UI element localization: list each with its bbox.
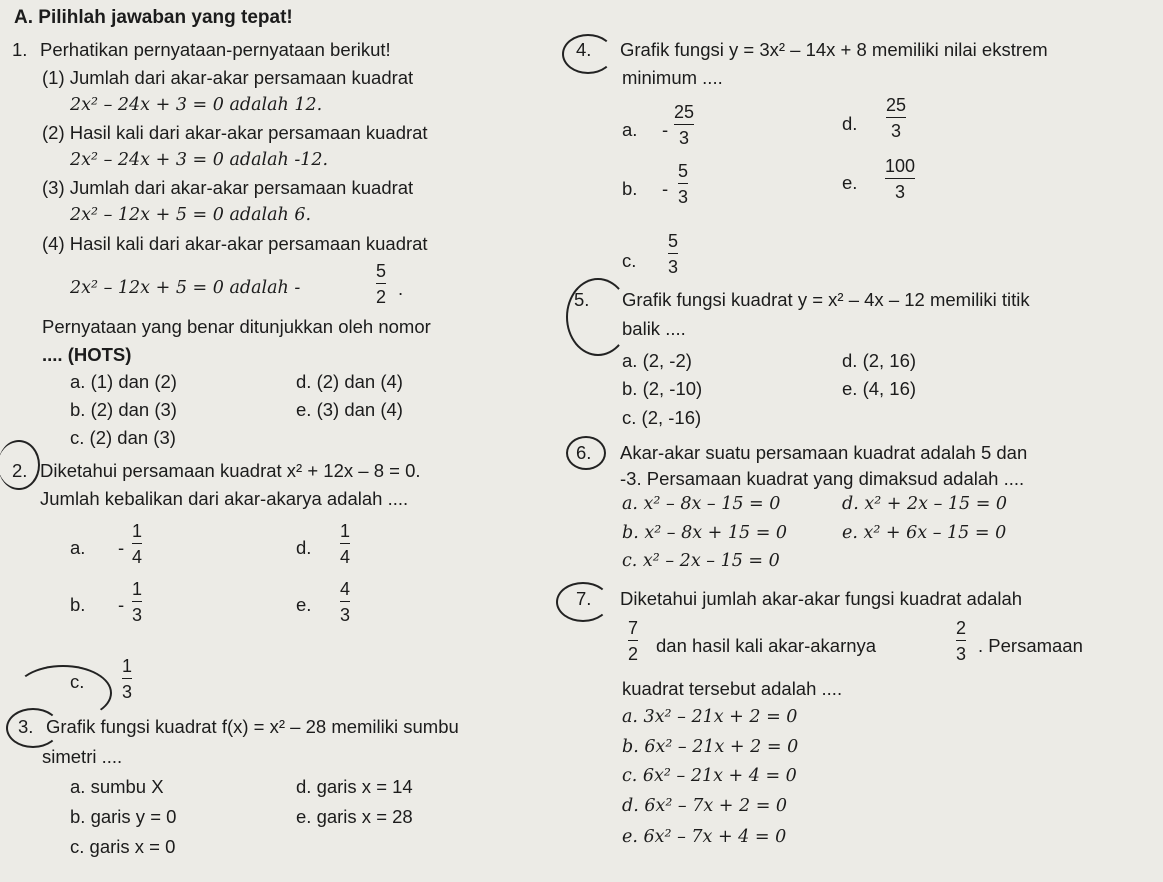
q1-option-b[interactable]: b. (2) dan (3) [70, 399, 177, 420]
q2-option-a-fraction: 1 4 [132, 521, 143, 567]
q5-stem-2: balik .... [622, 318, 686, 339]
q1-intro: Perhatikan pernyataan-pernyataan berikut! [40, 39, 391, 60]
q3-option-a[interactable]: a. sumbu X [70, 776, 164, 797]
q4-option-b-sign: - [662, 178, 669, 199]
q1-statement-3: (3) Jumlah dari akar-akar persamaan kuadrat [42, 177, 414, 198]
q1-statement-4-eq: 2x² – 12x + 5 = 0 adalah - [70, 278, 301, 298]
q3-option-d[interactable]: d. garis x = 14 [296, 776, 413, 797]
q1-option-d[interactable]: d. (2) dan (4) [296, 371, 403, 392]
q4-option-b-fraction: 5 3 [678, 161, 689, 207]
q6-option-a[interactable]: a. x² – 8x – 15 = 0 [622, 494, 781, 514]
q5-stem-1: Grafik fungsi kuadrat y = x² – 4x – 12 memiliki titik [622, 289, 1030, 310]
q4-option-b-label[interactable]: b. [622, 178, 638, 199]
q2-option-c-label[interactable]: c. [70, 671, 85, 692]
q3-stem-2: simetri .... [42, 746, 123, 767]
q4-option-c-fraction: 5 3 [668, 231, 679, 277]
q6-stem-1: Akar-akar suatu persamaan kuadrat adalah 5 dan [620, 442, 1028, 463]
q1-statement-4-dot: . [398, 278, 404, 299]
q2-option-b-sign: - [118, 594, 125, 615]
q6-option-b[interactable]: b. x² – 8x + 15 = 0 [622, 523, 788, 543]
q4-option-e-fraction: 100 3 [885, 156, 916, 202]
q4-stem-1: Grafik fungsi y = 3x² – 14x + 8 memiliki nilai ekstrem [620, 39, 1048, 60]
q1-statement-4: (4) Hasil kali dari akar-akar persamaan kuadrat [42, 233, 428, 254]
q2-number: 2. [12, 460, 28, 481]
q2-option-b-fraction: 1 3 [132, 579, 143, 625]
q2-option-e-label[interactable]: e. [296, 594, 312, 615]
q2-option-d-label[interactable]: d. [296, 537, 312, 558]
q7-stem-3: kuadrat tersebut adalah .... [622, 678, 843, 699]
q4-option-a-label[interactable]: a. [622, 119, 638, 140]
q1-option-e[interactable]: e. (3) dan (4) [296, 399, 403, 420]
q2-stem-2: Jumlah kebalikan dari akar-akarya adalah .... [40, 488, 409, 509]
q6-option-c[interactable]: c. x² – 2x – 15 = 0 [622, 551, 780, 571]
q2-option-c-fraction: 1 3 [122, 656, 133, 702]
q4-option-d-label[interactable]: d. [842, 113, 858, 134]
q7-option-a[interactable]: a. 3x² – 21x + 2 = 0 [622, 707, 798, 727]
q2-option-b-label[interactable]: b. [70, 594, 86, 615]
q1-statement-1-eq: 2x² – 24x + 3 = 0 adalah 12. [70, 95, 323, 115]
q1-tail-2: .... (HOTS) [42, 344, 132, 365]
q2-option-d-fraction: 1 4 [340, 521, 351, 567]
q6-stem-2: -3. Persamaan kuadrat yang dimaksud adalah .... [620, 468, 1025, 489]
q6-option-d[interactable]: d. x² + 2x – 15 = 0 [842, 494, 1008, 514]
q7-number: 7. [576, 588, 592, 609]
q1-option-a[interactable]: a. (1) dan (2) [70, 371, 177, 392]
q7-product-fraction: 2 3 [956, 618, 967, 664]
q2-option-a-label[interactable]: a. [70, 537, 86, 558]
q6-number: 6. [576, 442, 592, 463]
q4-option-c-label[interactable]: c. [622, 250, 637, 271]
q7-stem-2: dan hasil kali akar-akarnya [656, 635, 877, 656]
q7-stem-2-end: . Persamaan [978, 635, 1083, 656]
q1-statement-4-fraction: 5 2 [376, 261, 387, 307]
q5-option-b[interactable]: b. (2, -10) [622, 378, 703, 399]
q5-option-d[interactable]: d. (2, 16) [842, 350, 917, 371]
q1-statement-2-eq: 2x² – 24x + 3 = 0 adalah -12. [70, 150, 329, 170]
q7-sum-fraction: 7 2 [628, 618, 639, 664]
q3-option-b[interactable]: b. garis y = 0 [70, 806, 177, 827]
q4-stem-2: minimum .... [622, 67, 723, 88]
q4-option-a-sign: - [662, 119, 669, 140]
q2-option-e-fraction: 4 3 [340, 579, 351, 625]
q1-statement-2: (2) Hasil kali dari akar-akar persamaan kuadrat [42, 122, 428, 143]
q3-option-c[interactable]: c. garis x = 0 [70, 836, 176, 857]
q3-stem-1: Grafik fungsi kuadrat f(x) = x² – 28 memiliki sumbu [46, 716, 459, 737]
q5-option-e[interactable]: e. (4, 16) [842, 378, 917, 399]
q4-number: 4. [576, 39, 592, 60]
q1-tail-1: Pernyataan yang benar ditunjukkan oleh nomor [42, 316, 431, 337]
q1-statement-1: (1) Jumlah dari akar-akar persamaan kuadrat [42, 67, 414, 88]
q7-option-c[interactable]: c. 6x² – 21x + 4 = 0 [622, 766, 797, 786]
q7-stem-1: Diketahui jumlah akar-akar fungsi kuadrat adalah [620, 588, 1023, 609]
q1-statement-3-eq: 2x² – 12x + 5 = 0 adalah 6. [70, 205, 312, 225]
q5-option-c[interactable]: c. (2, -16) [622, 407, 702, 428]
q1-option-c[interactable]: c. (2) dan (3) [70, 427, 176, 448]
q4-option-e-label[interactable]: e. [842, 172, 858, 193]
q3-option-e[interactable]: e. garis x = 28 [296, 806, 413, 827]
q1-number: 1. [12, 39, 28, 60]
q5-number: 5. [574, 289, 590, 310]
q7-option-e[interactable]: e. 6x² – 7x + 4 = 0 [622, 827, 787, 847]
q2-stem-1: Diketahui persamaan kuadrat x² + 12x – 8 = 0. [40, 460, 421, 481]
q3-number: 3. [18, 716, 34, 737]
q6-option-e[interactable]: e. x² + 6x – 15 = 0 [842, 523, 1007, 543]
q4-option-d-fraction: 25 3 [886, 95, 907, 141]
section-title: A. Pilihlah jawaban yang tepat! [14, 7, 293, 28]
q2-option-a-sign: - [118, 537, 125, 558]
q5-option-a[interactable]: a. (2, -2) [622, 350, 692, 371]
q4-option-a-fraction: 25 3 [674, 102, 695, 148]
q7-option-d[interactable]: d. 6x² – 7x + 2 = 0 [622, 796, 788, 816]
q7-option-b[interactable]: b. 6x² – 21x + 2 = 0 [622, 737, 799, 757]
